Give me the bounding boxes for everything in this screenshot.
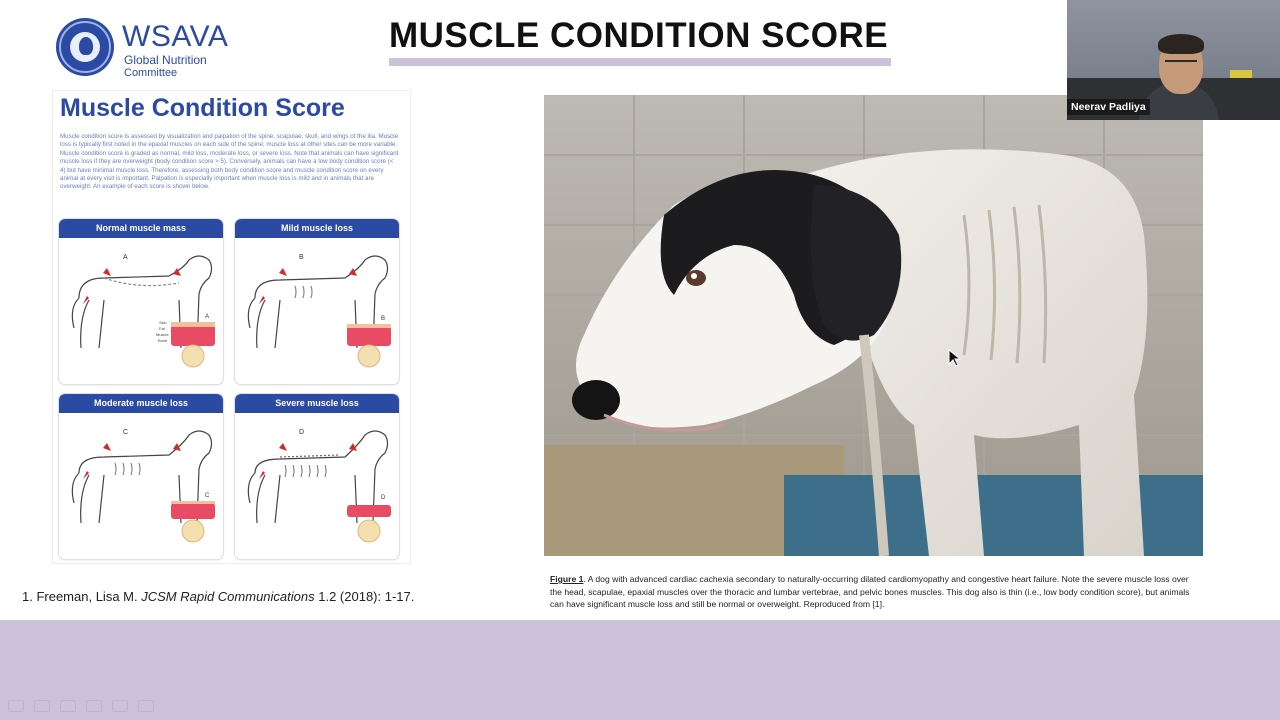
svg-text:B: B xyxy=(381,316,386,322)
svg-text:Bone: Bone xyxy=(158,338,168,343)
slide-title: MUSCLE CONDITION SCORE xyxy=(389,16,889,55)
dog-illustration xyxy=(235,238,399,384)
citation-journal: JCSM Rapid Communications xyxy=(141,589,315,604)
title-underline xyxy=(389,58,891,66)
caption-text: . A dog with advanced cardiac cachexia secondary to naturally-occurring dilated cardiomyopathy and congestive heart failure. Note the severe muscle loss over the head, scapulae, epaxial muscles over the thoracic and lumbar vertebrae, and pelvic bones muscles. This dog also is thin (i.e., low body condition score), but animals can have significant muscle loss and still be normal or overweight. Reproduced from [1]. xyxy=(550,574,1190,609)
citation-details: 1.2 (2018): 1-17. xyxy=(314,589,415,604)
pen-icon[interactable] xyxy=(86,700,102,712)
prev-icon[interactable] xyxy=(8,700,24,712)
panel-header: Severe muscle loss xyxy=(235,394,399,413)
svg-text:A: A xyxy=(123,254,128,261)
svg-text:Fat: Fat xyxy=(159,326,165,331)
muscle-score-infographic xyxy=(53,91,410,563)
svg-text:C: C xyxy=(123,429,129,436)
panel-moderate-muscle-loss xyxy=(59,394,223,559)
dog-illustration xyxy=(59,413,223,559)
presentation-footer-band xyxy=(0,620,1280,720)
svg-text:Muscle: Muscle xyxy=(156,332,169,337)
panel-severe-muscle-loss xyxy=(235,394,399,559)
mouse-cursor-icon xyxy=(948,349,962,367)
dog-photo xyxy=(544,95,1203,556)
citation xyxy=(22,589,414,604)
more-icon[interactable] xyxy=(138,700,154,712)
participant-name-tag: Neerav Padliya xyxy=(1067,99,1150,115)
globe-dog-logo-icon xyxy=(56,18,114,76)
dog-illustration xyxy=(235,413,399,559)
svg-text:B: B xyxy=(299,254,304,261)
panel-mild-muscle-loss xyxy=(235,219,399,384)
panel-header: Normal muscle mass xyxy=(59,219,223,238)
infographic-body: Muscle condition score is assessed by visualization and palpation of the spine, scapulae, skull, and wings of the ilia. Muscle loss is typically first noted in the epaxial muscles on each side of the spine; muscle loss at other sites can be more variable. Muscle condition score is graded as normal, mild loss, moderate loss, or severe loss. Note that animals can have significant muscle loss if they are overweight (body condition score > 5). Conversely, animals can have a low body condition score (< 4) but have minimal muscle loss. Therefore, assessing both body condition score and muscle condition score on every animal at every visit is important. Palpation is especially important when muscle loss is mild and in animals that are overweight. An example of each score is shown below. xyxy=(60,133,399,191)
svg-text:Skin: Skin xyxy=(159,320,167,325)
playback-controls[interactable] xyxy=(8,700,154,712)
figure-label: Figure 1 xyxy=(550,574,584,584)
figure-caption xyxy=(550,573,1200,611)
svg-text:A: A xyxy=(205,314,210,320)
next-icon[interactable] xyxy=(60,700,76,712)
panel-normal-muscle-mass xyxy=(59,219,223,384)
dog-illustration xyxy=(59,238,223,384)
svg-text:D: D xyxy=(299,429,305,436)
infographic-title: Muscle Condition Score xyxy=(60,94,345,122)
logo-wordmark: WSAVA xyxy=(122,20,229,53)
logo-subtitle-line2: Committee xyxy=(124,67,178,79)
panel-header: Moderate muscle loss xyxy=(59,394,223,413)
participant-video-tile[interactable] xyxy=(1067,0,1280,120)
wsava-logo xyxy=(56,18,246,82)
play-icon[interactable] xyxy=(34,700,50,712)
citation-author: 1. Freeman, Lisa M. xyxy=(22,589,142,604)
panel-header: Mild muscle loss xyxy=(235,219,399,238)
svg-text:D: D xyxy=(381,495,386,501)
logo-subtitle-line1: Global Nutrition xyxy=(124,53,207,67)
zoom-icon[interactable] xyxy=(112,700,128,712)
svg-text:C: C xyxy=(205,493,210,499)
